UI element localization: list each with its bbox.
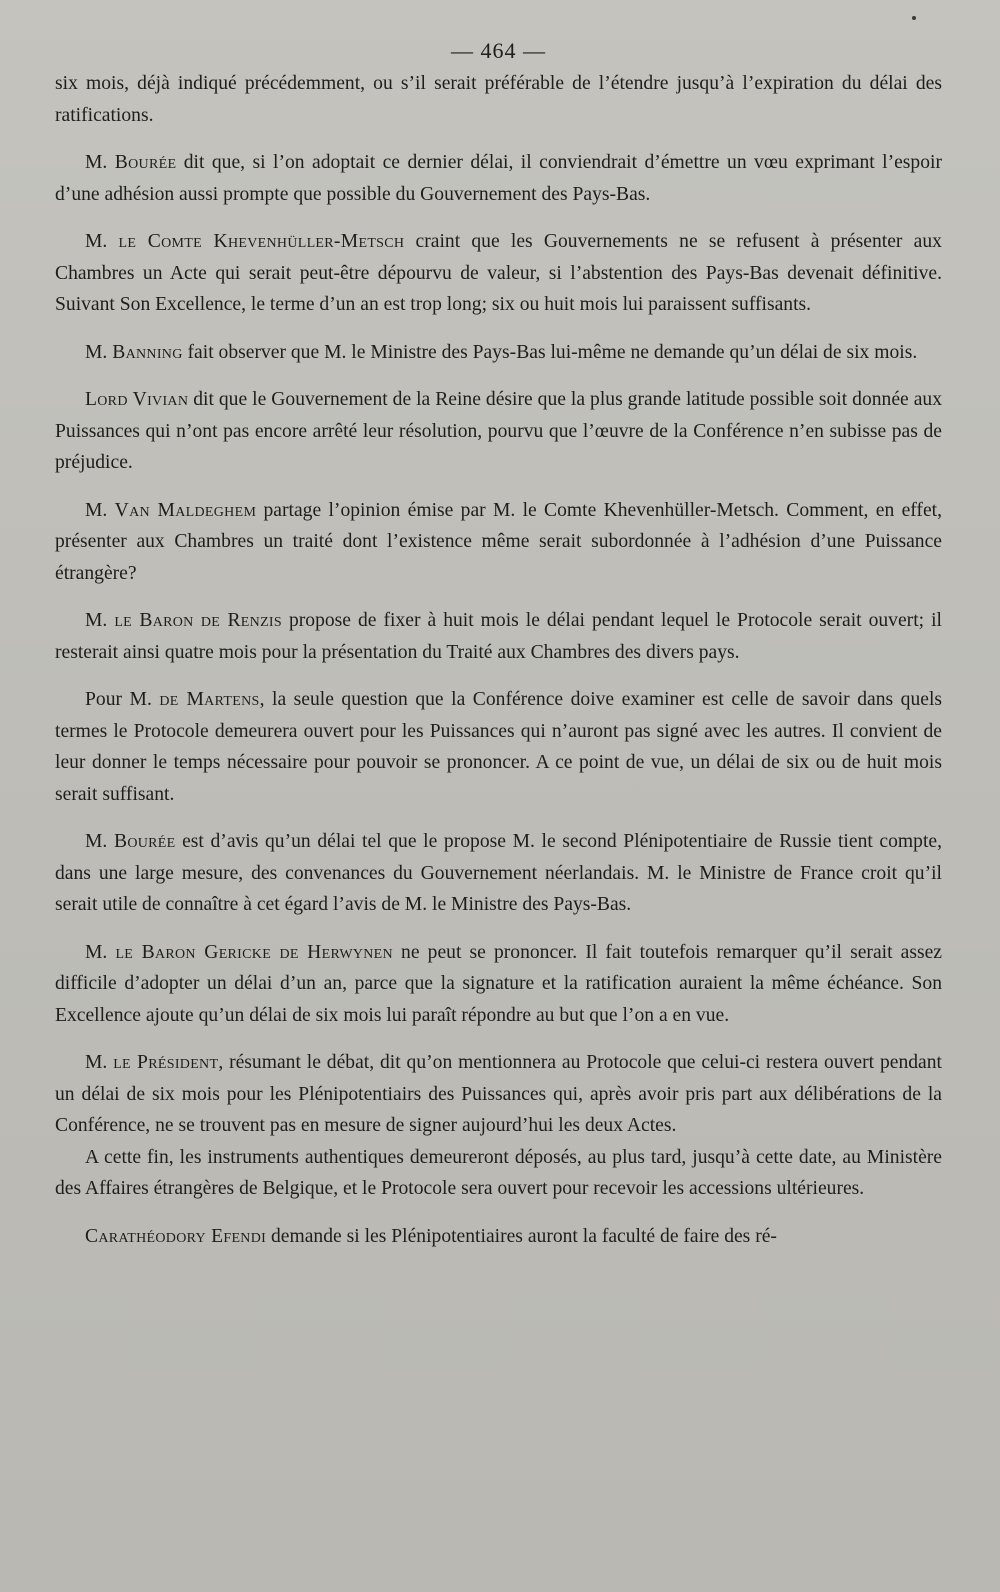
paragraph-text: propose de fixer à huit mois le délai pendant lequel le Protocole serait ouvert; il resterait ainsi quatre mois pour la présentation du Traité aux Chambres des divers pays.: [55, 610, 942, 663]
paragraph-text: partage l’opinion émise par M. le Comte Khevenhüller-Metsch. Comment, en effet, présenter aux Chambres un traité dont l’existence même serait subordonnée à l’adhésion d’une Puissance étrangère?: [55, 499, 942, 584]
paragraph-continuation: [55, 68, 942, 131]
paragraph-prefix: M.: [85, 152, 115, 173]
speaker-name: Carathéodory Efendi: [85, 1225, 267, 1247]
paragraph-bouree-1: [55, 147, 942, 210]
paragraph-prefix: M.: [85, 499, 115, 521]
speaker-name: Van Maldeghem: [114, 499, 257, 521]
paragraph-prefix: M.: [85, 231, 119, 252]
paragraph-prefix: M.: [85, 941, 116, 963]
paragraph-text: six mois, déjà indiqué précédemment, ou s’il serait préférable de l’étendre jusqu’à l’expiration du délai des ratifications.: [55, 73, 942, 126]
paragraph-text: fait observer que M. le Ministre des Pays-Bas lui-même ne demande qu’un délai de six mois.: [182, 341, 918, 363]
paragraph-martens: [55, 684, 942, 810]
paragraph-text: dit que le Gouvernement de la Reine désire que la plus grande latitude possible soit donnée aux Puissances qui n’ont pas encore arrêté leur résolution, pourvu que l’œuvre de la Conférence n’en subisse pas de préjudice.: [55, 389, 942, 473]
paragraph-renzis: [55, 605, 942, 668]
paragraph-bouree-2: [55, 826, 942, 921]
speaker-name: Banning: [112, 341, 183, 363]
paragraph-gericke: [55, 937, 942, 1032]
paragraph-text: dit que, si l’on adoptait ce dernier délai, il conviendrait d’émettre un vœu exprimant l’espoir d’une adhésion aussi prompte que possible du Gouvernement des Pays-Bas.: [55, 152, 942, 205]
page-number: — 464 —: [451, 38, 546, 63]
speaker-name: le Baron de Renzis: [114, 610, 282, 631]
paragraph-vivian: [55, 384, 942, 479]
ink-speck: [912, 16, 916, 20]
paragraph-prefix: Pour M.: [85, 689, 160, 710]
paragraph-prefix: M.: [85, 610, 115, 631]
paragraph-a-cette-fin: [55, 1142, 942, 1205]
paragraph-van-maldeghem: [55, 495, 942, 590]
speaker-name: le Président: [113, 1052, 219, 1073]
speaker-name: le Baron Gericke de Herwynen: [115, 941, 393, 963]
paragraph-text: ne peut se prononcer. Il fait toutefois remarquer qu’il serait assez difficile d’adopter un délai d’un an, parce que la signature et la ratification auraient la même échéance. Son Excellence ajoute qu’un délai de six mois lui paraît répondre au but que l’on a en vue.: [55, 941, 942, 1026]
paragraph-text: est d’avis qu’un délai tel que le propose M. le second Plénipotentiaire de Russie tient compte, dans une large mesure, des convenances du Gouvernement néerlandais. M. le Ministre de France croit qu’il serait utile de connaître à cet égard l’avis de M. le Ministre des Pays-Bas.: [55, 831, 942, 915]
paragraph-banning: [55, 337, 942, 369]
paragraph-president: [55, 1047, 942, 1142]
paragraph-text: , la seule question que la Conférence doive examiner est celle de savoir dans quels termes le Protocole demeurera ouvert pour les Puissances qui n’auront pas signé avec les autres. Il convient de leur donner le temps nécessaire pour pouvoir se prononcer. A ce point de vue, un délai de six ou de huit mois serait suffisant.: [55, 689, 943, 805]
speaker-name: Lord Vivian: [85, 389, 189, 410]
speaker-name: de Martens: [159, 689, 260, 710]
paragraph-text: demande si les Plénipotentiaires auront la faculté de faire des ré-: [266, 1225, 777, 1247]
paragraph-prefix: M.: [85, 1052, 114, 1073]
speaker-name: Bourée: [114, 152, 177, 173]
paragraph-prefix: M.: [85, 831, 114, 852]
paragraph-khevenhuller: [55, 226, 942, 321]
speaker-name: Bourée: [113, 831, 176, 852]
paragraph-text: , résumant le débat, dit qu’on mentionnera au Protocole que celui-ci restera ouvert pendant un délai de six mois pour les Plénipotentiairs des Puissances qui, après avoir pris part aux délibérations de la Conférence, ne se trouvent pas en mesure de signer aujourd’hui les deux Actes.: [55, 1052, 942, 1136]
paragraph-text: A cette fin, les instruments authentiques demeureront déposés, au plus tard, jusqu’à cette date, au Ministère des Affaires étrangères de Belgique, et le Protocole sera ouvert pour recevoir les accessions ultérieures.: [55, 1146, 942, 1199]
paragraph-caratheodory: [55, 1221, 942, 1253]
paragraph-prefix: M.: [85, 341, 113, 363]
speaker-name: le Comte Khevenhüller-Metsch: [118, 231, 405, 252]
paragraph-text: craint que les Gouvernements ne se refusent à présenter aux Chambres un Acte qui serait peut-être dépourvu de valeur, si l’abstention des Pays-Bas devenait définitive. Suivant Son Excellence, le terme d’un an est trop long; six ou huit mois lui paraissent suffisants.: [55, 231, 942, 315]
